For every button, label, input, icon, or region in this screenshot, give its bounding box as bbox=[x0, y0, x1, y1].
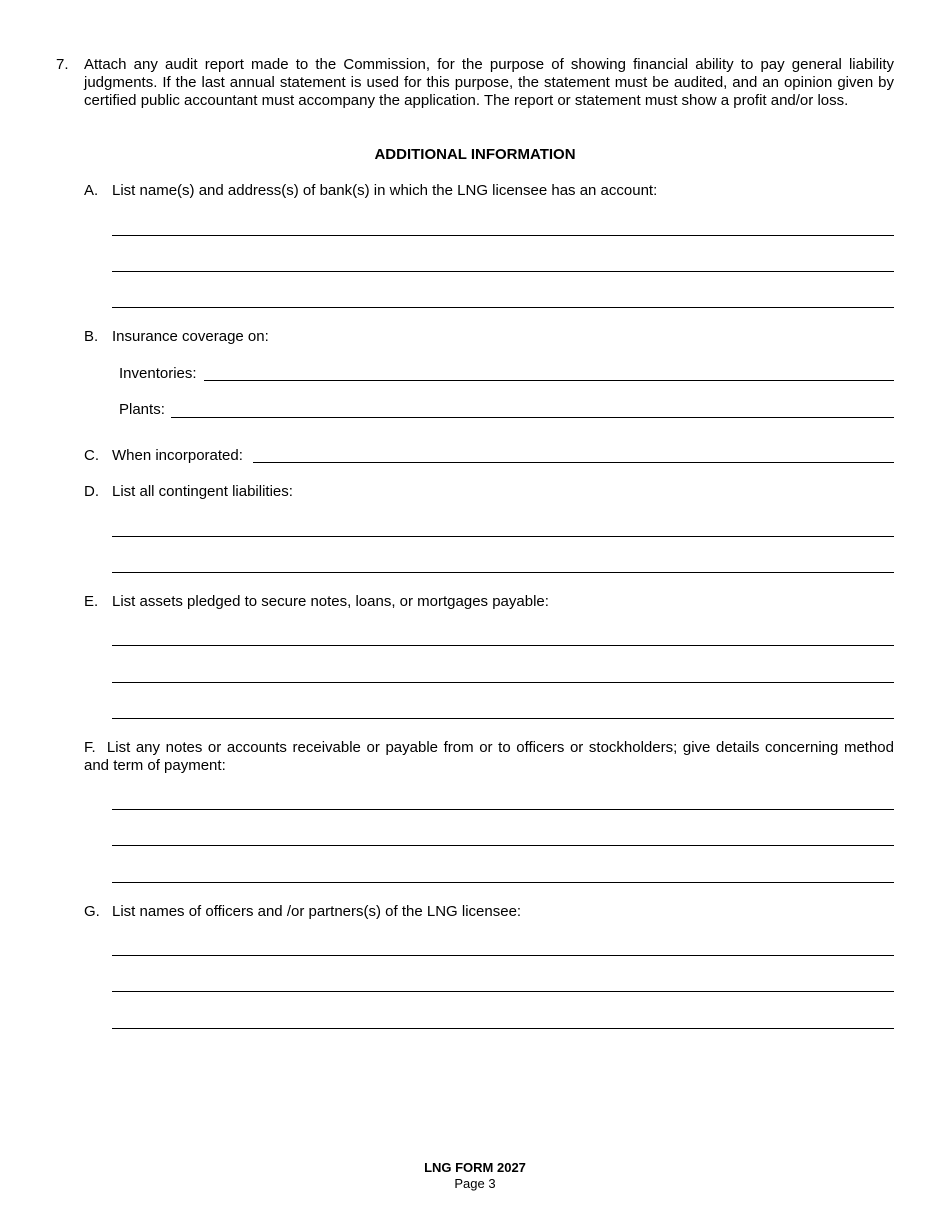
section-e-letter: E. bbox=[84, 593, 99, 610]
section-f bbox=[84, 739, 894, 775]
section-a-letter: A. bbox=[84, 182, 99, 199]
section-e-answer-line-2[interactable] bbox=[112, 682, 894, 683]
section-f-question: List any notes or accounts receivable or payable from or to officers or stockholders; give details concerning method and term of payment: bbox=[84, 739, 894, 774]
section-g-question: List names of officers and /or partners(s) of the LNG licensee: bbox=[112, 903, 522, 920]
section-e-question: List assets pledged to secure notes, loans, or mortgages payable: bbox=[112, 593, 549, 610]
section-g-answer-line-2[interactable] bbox=[112, 991, 894, 992]
item-7-number: 7. bbox=[56, 56, 69, 73]
section-g-answer-line-1[interactable] bbox=[112, 955, 894, 956]
section-a-answer-line-1[interactable] bbox=[112, 235, 894, 236]
section-b-letter: B. bbox=[84, 328, 99, 345]
plants-answer-line[interactable] bbox=[171, 417, 894, 418]
section-f-answer-line-3[interactable] bbox=[112, 882, 894, 883]
form-number: LNG FORM 2027 bbox=[424, 1160, 526, 1175]
section-g-letter: G. bbox=[84, 903, 100, 920]
section-heading: ADDITIONAL INFORMATION bbox=[374, 146, 576, 163]
item-7 bbox=[56, 56, 894, 110]
section-c-letter: C. bbox=[84, 447, 99, 464]
page-footer bbox=[0, 1160, 950, 1192]
section-e-answer-line-3[interactable] bbox=[112, 718, 894, 719]
section-g-answer-line-3[interactable] bbox=[112, 1028, 894, 1029]
section-d-answer-line-2[interactable] bbox=[112, 572, 894, 573]
plants-label: Plants: bbox=[119, 401, 165, 418]
incorporated-answer-line[interactable] bbox=[253, 462, 894, 463]
item-7-text: Attach any audit report made to the Commission, for the purpose of showing financial ability to pay general liability judgments. If the last annual statement is used for this purpose, the statement must be audited, and an opinion given by certified public accountant must accompany the application. The report or statement must show a profit and/or loss. bbox=[84, 56, 894, 109]
section-f-answer-line-2[interactable] bbox=[112, 845, 894, 846]
inventories-answer-line[interactable] bbox=[204, 380, 894, 381]
section-a-question: List name(s) and address(s) of bank(s) in which the LNG licensee has an account: bbox=[112, 182, 658, 199]
inventories-label: Inventories: bbox=[119, 365, 197, 382]
section-b-question: Insurance coverage on: bbox=[112, 328, 269, 345]
section-e-answer-line-1[interactable] bbox=[112, 645, 894, 646]
section-a-answer-line-2[interactable] bbox=[112, 271, 894, 272]
section-f-answer-line-1[interactable] bbox=[112, 809, 894, 810]
section-a-answer-line-3[interactable] bbox=[112, 307, 894, 308]
page-number: Page 3 bbox=[454, 1176, 496, 1191]
section-f-letter: F. bbox=[84, 739, 96, 756]
section-d-answer-line-1[interactable] bbox=[112, 536, 894, 537]
section-d-letter: D. bbox=[84, 483, 99, 500]
section-c-question: When incorporated: bbox=[112, 447, 243, 464]
section-d-question: List all contingent liabilities: bbox=[112, 483, 293, 500]
